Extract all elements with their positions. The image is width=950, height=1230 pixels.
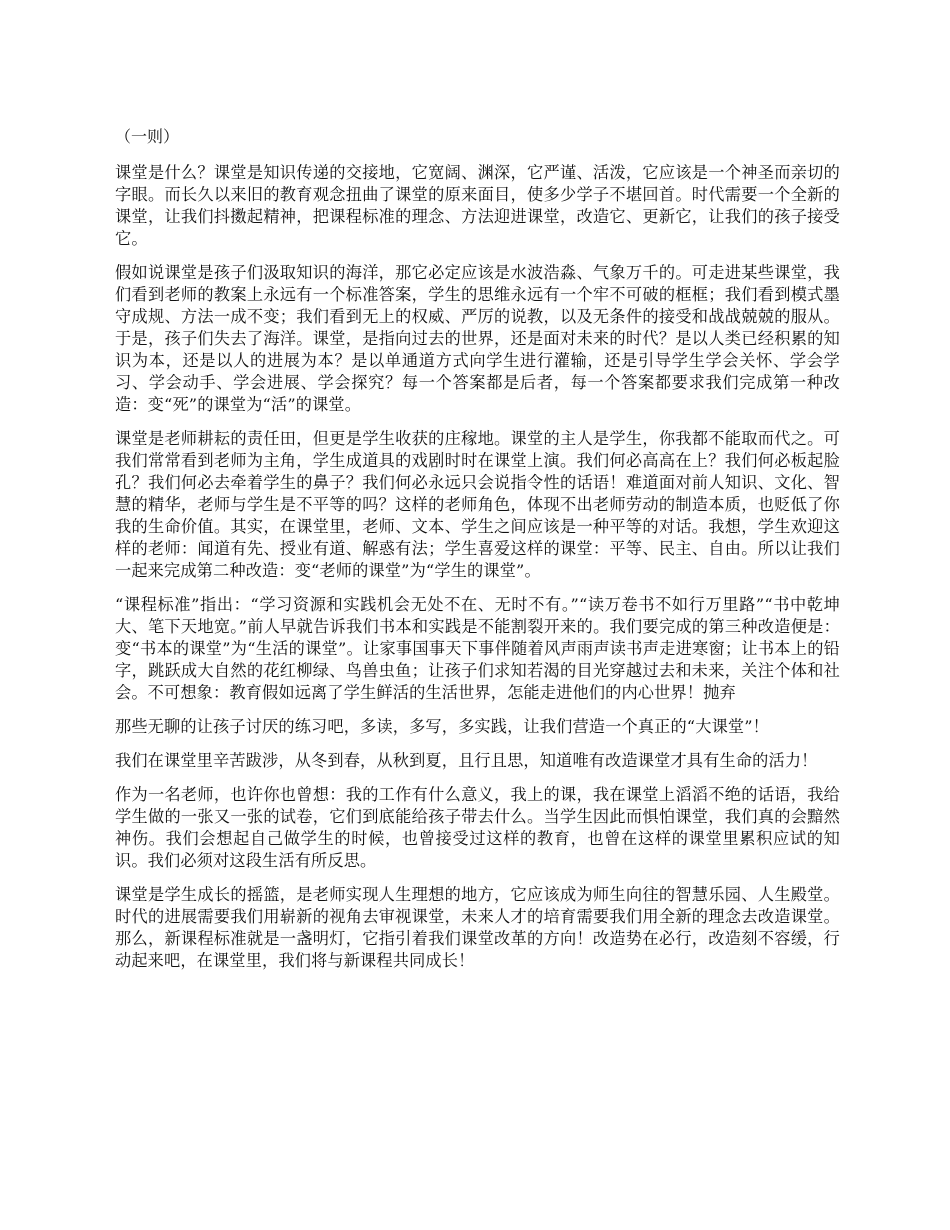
paragraph-1: 课堂是什么？课堂是知识传递的交接地，它宽阔、渊深，它严谨、活泼，它应该是一个神圣而亲切的字眼。而长久以来旧的教育观念扭曲了课堂的原来面目，使多少学子不堪回首。时代需要一个全新的课堂，让我们抖擞起精神，把课程标准的理念、方法迎进课堂，改造它、更新它，让我们的孩子接受它。 — [115, 163, 840, 248]
document-page — [115, 126, 840, 984]
paragraph-2: 假如说课堂是孩子们汲取知识的海洋，那它必定应该是水波浩淼、气象万千的。可走进某些课堂，我们看到老师的教案上永远有一个标准答案，学生的思维永远有一个牢不可破的框框；我们看到模式墨守成规、方法一成不变；我们看到无上的权威、严厉的说教，以及无条件的接受和战战兢兢的服从。于是，孩子们失去了海洋。课堂，是指向过去的世界，还是面对未来的时代？是以人类已经积累的知识为本，还是以人的进展为本？是以单通道方式向学生进行灌输，还是引导学生学会关怀、学会学习、学会动手、学会进展、学会探究？每一个答案都是后者，每一个答案都要求我们完成第一种改造：变“死”的课堂为“活”的课堂。 — [115, 263, 840, 414]
paragraph-3: 课堂是老师耕耘的责任田，但更是学生收获的庄稼地。课堂的主人是学生，你我都不能取而代之。可我们常常看到老师为主角，学生成道具的戏剧时时在课堂上演。我们何必高高在上？我们何必板起脸孔？我们何必去牵着学生的鼻子？我们何必永远只会说指令性的话语！难道面对前人知识、文化、智慧的精华，老师与学生是不平等的吗？这样的老师角色，体现不出老师劳动的制造本质，也贬低了你我的生命价值。其实，在课堂里，老师、文本、学生之间应该是一种平等的对话。我想，学生欢迎这样的老师：闻道有先、授业有道、解惑有法；学生喜爱这样的课堂：平等、民主、自由。所以让我们一起来完成第二种改造：变“老师的课堂”为“学生的课堂”。 — [115, 429, 840, 580]
paragraph-7: 作为一名老师，也许你也曾想：我的工作有什么意义，我上的课，我在课堂上滔滔不绝的话语，我给学生做的一张又一张的试卷，它们到底能给孩子带去什么。当学生因此而惧怕课堂，我们真的会黯然神伤。我们会想起自己做学生的时候，也曾接受过这样的教育，也曾在这样的课堂里累积应试的知识。我们必须对这段生活有所反思。 — [115, 785, 840, 870]
document-heading: （一则） — [115, 127, 180, 146]
paragraph-4: “课程标准”指出：“学习资源和实践机会无处不在、无时不有。”“读万卷书不如行万里路”“书中乾坤大、笔下天地宽。”前人早就告诉我们书本和实践是不能割裂开来的。我们要完成的第三种改造便是：变“书本的课堂”为“生活的课堂”。让家事国事天下事伴随着风声雨声读书声走进寒窗；让书本上的铅字，跳跃成大自然的花红柳绿、鸟兽虫鱼；让孩子们求知若渴的目光穿越过去和未来，关注个体和社会。不可想象：教育假如远离了学生鲜活的生活世界，怎能走进他们的内心世界！抛弃 — [115, 595, 840, 702]
paragraph-6: 我们在课堂里辛苦跋涉，从冬到春，从秋到夏，且行且思，知道唯有改造课堂才具有生命的活力！ — [115, 751, 818, 770]
paragraph-8: 课堂是学生成长的摇篮，是老师实现人生理想的地方，它应该成为师生向往的智慧乐园、人生殿堂。时代的进展需要我们用崭新的视角去审视课堂，未来人才的培育需要我们用全新的理念去改造课堂。那么，新课程标准就是一盏明灯，它指引着我们课堂改革的方向！改造势在必行，改造刻不容缓，行动起来吧，在课堂里，我们将与新课程共同成长！ — [115, 885, 840, 970]
paragraph-5: 那些无聊的让孩子讨厌的练习吧，多读，多写，多实践，让我们营造一个真正的“大课堂”！ — [115, 717, 770, 736]
